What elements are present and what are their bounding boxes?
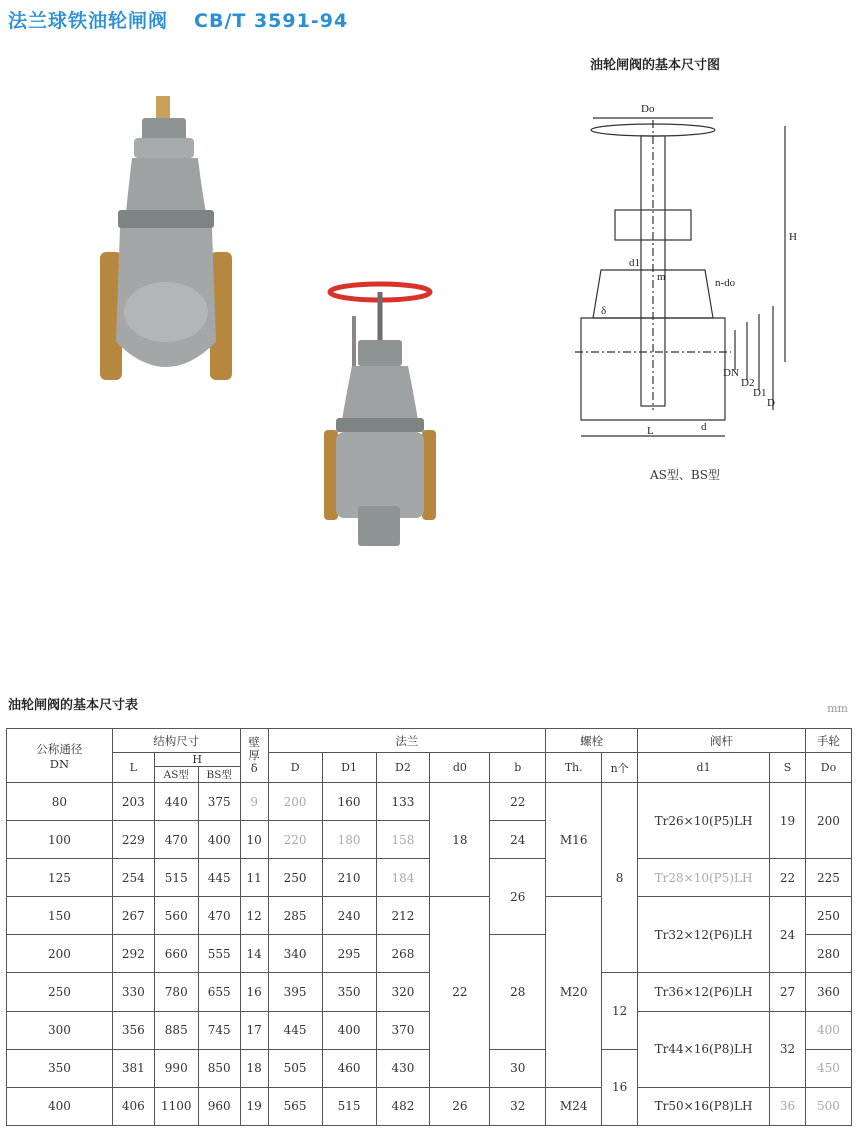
cell-wall: 11	[240, 859, 268, 897]
dimension-table	[6, 728, 852, 1126]
cell-Do-125: 225	[805, 859, 851, 897]
page-title-text: 法兰球铁油轮闸阀	[8, 10, 169, 32]
cell-D: 445	[268, 1011, 322, 1049]
cell-wall: 12	[240, 897, 268, 935]
cell-b-125-150: 26	[490, 859, 546, 935]
header-dn-line1: 公称通径	[36, 741, 83, 756]
cell-D: 200	[268, 783, 322, 821]
cell-D1: 400	[322, 1011, 376, 1049]
header-wheel: 手轮	[805, 729, 851, 753]
header-struct: 结构尺寸	[112, 729, 240, 753]
header-wall-1: 壁	[248, 735, 260, 749]
yoke	[142, 118, 186, 140]
cell-L: 254	[112, 859, 154, 897]
cell-wall: 14	[240, 935, 268, 973]
cell-BS: 960	[198, 1087, 240, 1125]
cell-b: 22	[490, 783, 546, 821]
label-H: H	[789, 231, 797, 243]
cell-AS: 470	[154, 821, 198, 859]
drawing-bonnet	[593, 270, 713, 318]
cell-BS: 445	[198, 859, 240, 897]
cell-d1-80-100: Tr26×10(P5)LH	[638, 783, 770, 859]
table-row	[7, 897, 852, 935]
cell-d0-a: 18	[430, 783, 490, 897]
cell-th-b: M20	[546, 897, 602, 1087]
header-stem: 阀杆	[638, 729, 806, 753]
cell-D1: 350	[322, 973, 376, 1011]
unit-label: mm	[827, 702, 848, 715]
cell-AS: 660	[154, 935, 198, 973]
cell-Do-200: 280	[805, 935, 851, 973]
bonnet	[342, 366, 418, 420]
cell-S-300-350: 32	[770, 1011, 806, 1087]
cell-b: 24	[490, 821, 546, 859]
cell-Do-300: 400	[805, 1011, 851, 1049]
bonnet-top	[134, 138, 194, 158]
cell-D: 250	[268, 859, 322, 897]
cell-wall: 16	[240, 973, 268, 1011]
handwheel-valve-photo	[322, 280, 438, 550]
cell-S: 36	[770, 1087, 806, 1125]
header-Th: Th.	[546, 753, 602, 783]
cell-d1-125: Tr28×10(P5)LH	[638, 859, 770, 897]
cell-Th: M24	[546, 1087, 602, 1125]
table-row	[7, 1011, 852, 1049]
cell-Do: 500	[805, 1087, 851, 1125]
cell-D: 505	[268, 1049, 322, 1087]
cell-D1: 240	[322, 897, 376, 935]
yoke-block	[358, 340, 402, 366]
cell-L: 330	[112, 973, 154, 1011]
page-title	[8, 6, 348, 33]
cell-BS: 850	[198, 1049, 240, 1087]
cell-L: 406	[112, 1087, 154, 1125]
cell-D1: 210	[322, 859, 376, 897]
cell-Do-350: 450	[805, 1049, 851, 1087]
cell-wall: 17	[240, 1011, 268, 1049]
base-block	[358, 506, 400, 546]
cell-dn: 150	[7, 897, 113, 935]
header-BS: BS型	[198, 767, 240, 783]
header-D: D	[268, 753, 322, 783]
left-flange	[324, 430, 338, 520]
cell-d1-300-350: Tr44×16(P8)LH	[638, 1011, 770, 1087]
header-wall-2: 厚	[248, 748, 260, 762]
cell-D2: 133	[376, 783, 430, 821]
label-D1: D1	[753, 387, 767, 399]
cell-d1-250: Tr36×12(P6)LH	[638, 973, 770, 1011]
cell-wall: 19	[240, 1087, 268, 1125]
cell-n-c: 16	[602, 1049, 638, 1125]
cell-L: 267	[112, 897, 154, 935]
cell-BS: 470	[198, 897, 240, 935]
cell-D2: 212	[376, 897, 430, 935]
cell-BS: 555	[198, 935, 240, 973]
cell-dn: 350	[7, 1049, 113, 1087]
cell-D1: 515	[322, 1087, 376, 1125]
cell-L: 356	[112, 1011, 154, 1049]
label-Do: Do	[641, 103, 655, 115]
cell-dn: 250	[7, 973, 113, 1011]
right-flange	[422, 430, 436, 520]
cell-AS: 885	[154, 1011, 198, 1049]
cell-D1: 160	[322, 783, 376, 821]
cell-BS: 400	[198, 821, 240, 859]
cell-BS: 375	[198, 783, 240, 821]
cell-wall: 10	[240, 821, 268, 859]
cell-AS: 990	[154, 1049, 198, 1087]
cell-dn: 100	[7, 821, 113, 859]
header-H: H	[154, 753, 240, 767]
cell-BS: 745	[198, 1011, 240, 1049]
diagram-title: 油轮闸阀的基本尺寸图	[590, 58, 721, 73]
cell-wall: 9	[240, 783, 268, 821]
cell-th-a: M16	[546, 783, 602, 897]
header-D1: D1	[322, 753, 376, 783]
header-AS: AS型	[154, 767, 198, 783]
body-flange	[118, 210, 214, 228]
cell-D1: 180	[322, 821, 376, 859]
dimension-drawing	[575, 90, 805, 450]
cell-Do-150: 250	[805, 897, 851, 935]
cell-AS: 440	[154, 783, 198, 821]
cell-D2: 482	[376, 1087, 430, 1125]
cell-D2: 320	[376, 973, 430, 1011]
label-n-do: n-do	[715, 277, 736, 289]
cell-Do-250: 360	[805, 973, 851, 1011]
header-d0: d0	[430, 753, 490, 783]
bonnet	[126, 158, 206, 212]
cell-D: 565	[268, 1087, 322, 1125]
table-row	[7, 859, 852, 897]
gate-valve-photo	[98, 92, 234, 392]
header-wall-3: δ	[250, 761, 258, 775]
cell-d0: 26	[430, 1087, 490, 1125]
cell-D2: 370	[376, 1011, 430, 1049]
label-d: d	[701, 421, 707, 433]
cell-L: 292	[112, 935, 154, 973]
table-row	[7, 973, 852, 1011]
standard-code: CB/T 3591-94	[194, 10, 349, 32]
header-dn	[7, 729, 113, 783]
cell-AS: 780	[154, 973, 198, 1011]
label-m: m	[657, 271, 666, 283]
header-L: L	[112, 753, 154, 783]
label-D: D	[767, 397, 775, 409]
header-S: S	[770, 753, 806, 783]
table-row	[7, 1087, 852, 1125]
cell-n-a: 8	[602, 783, 638, 973]
cell-AS: 560	[154, 897, 198, 935]
header-wall	[240, 729, 268, 783]
cell-D: 220	[268, 821, 322, 859]
cell-S-125: 22	[770, 859, 806, 897]
yoke-post	[352, 316, 356, 366]
cell-D2: 184	[376, 859, 430, 897]
cell-dn: 125	[7, 859, 113, 897]
header-b: b	[490, 753, 546, 783]
cell-L: 381	[112, 1049, 154, 1087]
body-highlight	[124, 282, 208, 342]
cell-wall: 18	[240, 1049, 268, 1087]
cell-AS: 1100	[154, 1087, 198, 1125]
cell-D2: 430	[376, 1049, 430, 1087]
cell-D: 395	[268, 973, 322, 1011]
cell-D: 285	[268, 897, 322, 935]
valve-body	[336, 432, 424, 518]
table-title: 油轮闸阀的基本尺寸表	[8, 698, 139, 713]
cell-D1: 460	[322, 1049, 376, 1087]
cell-d0-b: 22	[430, 897, 490, 1087]
diagram-caption: AS型、BS型	[650, 468, 720, 482]
cell-dn: 80	[7, 783, 113, 821]
header-n: n个	[602, 753, 638, 783]
header-flange: 法兰	[268, 729, 546, 753]
label-D2: D2	[741, 377, 755, 389]
cell-dn: 200	[7, 935, 113, 973]
body-flange	[336, 418, 424, 432]
cell-D: 340	[268, 935, 322, 973]
cell-dn: 300	[7, 1011, 113, 1049]
cell-BS: 655	[198, 973, 240, 1011]
cell-L: 203	[112, 783, 154, 821]
cell-S-150-200: 24	[770, 897, 806, 973]
header-Do: Do	[805, 753, 851, 783]
cell-AS: 515	[154, 859, 198, 897]
cell-dn: 400	[7, 1087, 113, 1125]
cell-D1: 295	[322, 935, 376, 973]
cell-d1-150-200: Tr32×12(P6)LH	[638, 897, 770, 973]
cell-L: 229	[112, 821, 154, 859]
header-bolt: 螺栓	[546, 729, 638, 753]
label-DN: DN	[723, 367, 739, 379]
cell-b-200-300: 28	[490, 935, 546, 1049]
cell-b: 30	[490, 1049, 546, 1087]
cell-D2: 268	[376, 935, 430, 973]
header-D2: D2	[376, 753, 430, 783]
label-delta: δ	[601, 305, 607, 317]
cell-d1: Tr50×16(P8)LH	[638, 1087, 770, 1125]
cell-n-b: 12	[602, 973, 638, 1049]
cell-b: 32	[490, 1087, 546, 1125]
header-dn-line2: DN	[49, 756, 70, 771]
cell-S-250: 27	[770, 973, 806, 1011]
cell-D2: 158	[376, 821, 430, 859]
table-row	[7, 783, 852, 821]
label-d1: d1	[629, 257, 640, 269]
label-L: L	[647, 425, 654, 437]
header-d1: d1	[638, 753, 770, 783]
cell-S-80-100: 19	[770, 783, 806, 859]
cell-Do-80-100: 200	[805, 783, 851, 859]
